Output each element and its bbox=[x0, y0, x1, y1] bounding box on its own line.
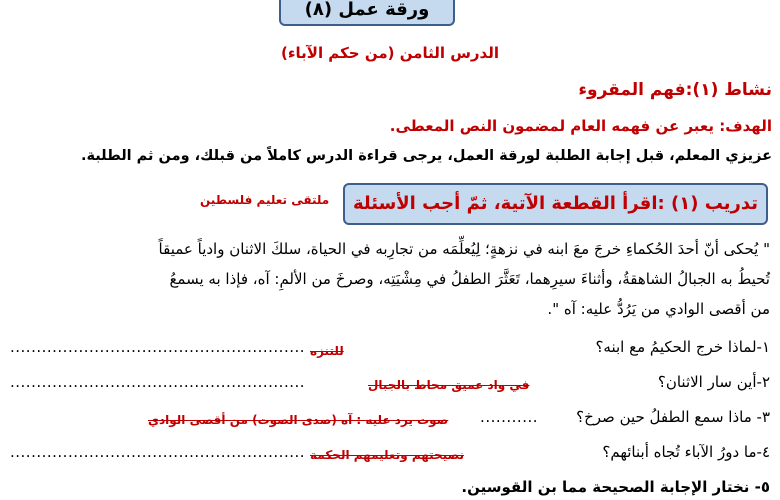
passage-line: تُحيطُ به الجبالُ الشاهقةُ، وأثناءَ سيرِهما، تَعَثَّرَ الطفلُ في مِشْيَتِه، وصرخَ من الألمِ: آه، فإذا به يسمعُ bbox=[169, 270, 770, 288]
question-4-blank: ........................................................ bbox=[10, 443, 306, 461]
forum-watermark: ملتقى تعليم فلسطين bbox=[200, 193, 330, 207]
question-3-text: ٣- ماذا سمع الطفلُ حين صرخ؟ bbox=[576, 408, 770, 426]
question-2-text: ٢-أين سار الاثنان؟ bbox=[657, 373, 770, 391]
question-1 bbox=[10, 338, 770, 364]
passage-line: من أقصى الوادي من يَرُدُّ عليه: آه ". bbox=[547, 300, 770, 318]
question-1-text: ١-لماذا خرج الحكيمُ مع ابنه؟ bbox=[595, 338, 770, 356]
question-4-text: ٤-ما دورُ الآباء تُجاه أبنائهم؟ bbox=[602, 443, 770, 461]
teacher-intro: عزيزي المعلم، قبل إجابة الطلبة لورقة العمل، يرجى قراءة الدرس كاملاً من قبلك، ومن ثم الطلبة. bbox=[80, 148, 772, 164]
passage-line: " يُحكى أنّ أحدَ الحُكماءِ خرجَ معَ ابنه في نزهةٍ؛ لِيُعلِّمَه من تجارِبه في الحياة، سلكَ الاثنان وادياً عميقاً bbox=[158, 240, 770, 258]
answer-2: في واد عميق محاط بالجبال bbox=[368, 378, 530, 392]
worksheet-title-box bbox=[279, 0, 455, 26]
question-3-blank: ........... bbox=[480, 408, 538, 426]
answer-4: نصيحتهم وتعليمهم الحكمة bbox=[310, 448, 464, 462]
answer-3: صوت يرد عليه : آه (صدى الصوت) من أقصى الوادي bbox=[148, 413, 449, 427]
question-5-instruction: ٥- نختار الإجابة الصحيحة مما بن القوسين. bbox=[461, 478, 770, 496]
exercise-title-box bbox=[343, 183, 768, 225]
exercise-title: تدريب (١) :اقرأ القطعة الآتية، ثمّ أجب الأسئلة bbox=[352, 193, 759, 214]
question-1-blank: ........................................................ bbox=[10, 338, 306, 356]
reading-passage bbox=[14, 234, 770, 324]
activity-title: نشاط (١):فهم المقروء bbox=[578, 80, 772, 100]
worksheet-title: ورقة عمل (٨) bbox=[304, 0, 430, 20]
answer-1: للتنزه bbox=[310, 344, 344, 358]
question-2-blank: ........................................................ bbox=[10, 373, 306, 391]
lesson-title: الدرس الثامن (من حكم الآباء) bbox=[280, 44, 499, 62]
goal-text: الهدف: يعبر عن فهمه العام لمضمون النص المعطى. bbox=[389, 117, 772, 135]
